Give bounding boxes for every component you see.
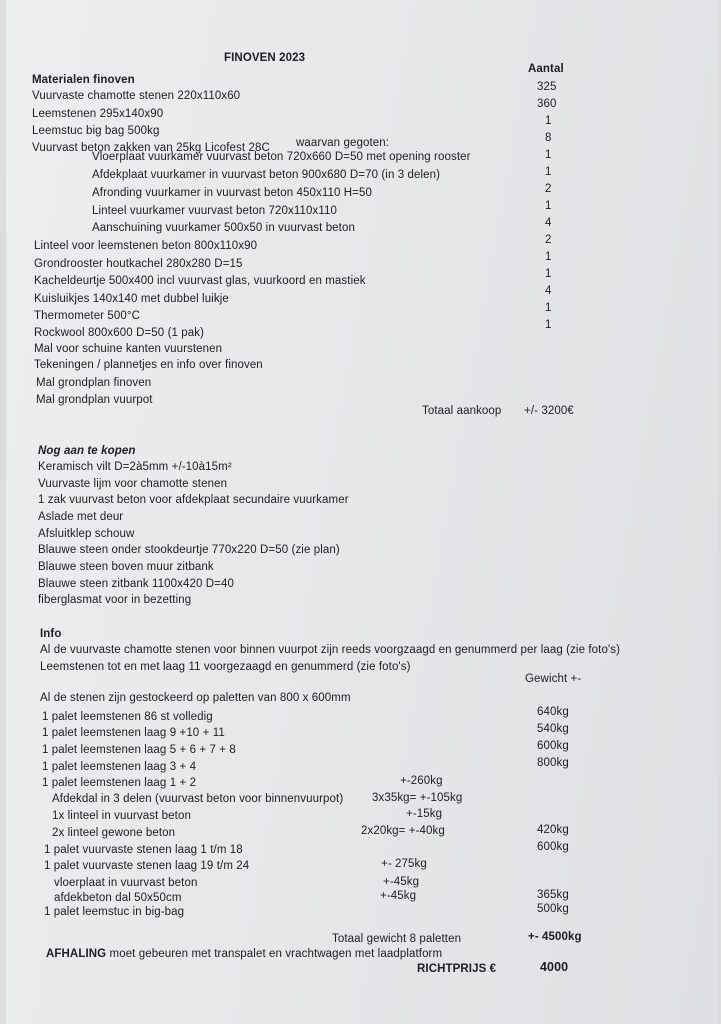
total-weight-label: Totaal gewicht 8 paletten <box>332 933 462 945</box>
info-line: Al de vuurvaste chamotte stenen voor binnen vuurpot zijn reeds voorgzaagd en genummerd per laag (zie foto's) <box>40 644 621 656</box>
pallet-weight: 365kg <box>537 889 569 901</box>
pickup-note <box>46 947 442 961</box>
material-subitem: Aanschuining vuurkamer 500x50 in vuurvast beton <box>92 222 355 234</box>
to-buy-item: Blauwe steen zitbank 1100x420 D=40 <box>38 578 234 590</box>
quantity-value: 1 <box>545 166 552 178</box>
pallet-subrow: 1x linteel in vuurvast beton <box>52 810 191 822</box>
material-item: Mal grondplan finoven <box>36 377 152 389</box>
material-note: waarvan gegoten: <box>296 137 390 149</box>
material-item: Linteel voor leemstenen beton 800x110x90 <box>34 240 258 252</box>
material-item: Kacheldeurtje 500x400 incl vuurvast glas, vuurkoord en mastiek <box>34 275 366 287</box>
price-value: 4000 <box>540 960 569 974</box>
material-item: Grondrooster houtkachel 280x280 D=15 <box>34 258 243 270</box>
document-title: FINOVEN 2023 <box>224 52 306 64</box>
pallet-row: 1 palet leemstuc in big-bag <box>44 906 185 918</box>
pallet-row: 1 palet leemstenen 86 st volledig <box>42 711 213 723</box>
quantity-value: 1 <box>545 268 552 280</box>
pallet-intro: Al de stenen zijn gestockeerd op paletten van 800 x 600mm <box>40 692 351 704</box>
pallet-row: 1 palet vuurvaste stenen laag 19 t/m 24 <box>44 860 250 872</box>
material-item: Vuurvaste chamotte stenen 220x110x60 <box>32 90 241 102</box>
quantity-value: 8 <box>545 132 552 144</box>
sub-weight: +-260kg <box>400 775 443 787</box>
quantity-value: 1 <box>545 200 552 212</box>
pallet-weight: 640kg <box>537 706 569 718</box>
material-item: Vuurvast beton zakken van 25kg Licofest 28C <box>32 142 270 154</box>
to-buy-item: 1 zak vuurvast beton voor afdekplaat secundaire vuurkamer <box>38 494 349 506</box>
quantity-value: 1 <box>545 302 552 314</box>
to-buy-item: Blauwe steen boven muur zitbank <box>38 561 214 573</box>
material-subitem: Vloerplaat vuurkamer vuurvast beton 720x660 D=50 met opening rooster <box>92 151 471 163</box>
to-buy-item: Afsluitklep schouw <box>38 528 135 540</box>
material-item: Leemstuc big bag 500kg <box>32 125 160 137</box>
material-item: Thermometer 500°C <box>34 310 141 322</box>
to-buy-item: Aslade met deur <box>38 511 124 523</box>
to-buy-item: fiberglasmat voor in bezetting <box>38 594 192 606</box>
material-item: Kuisluikjes 140x140 met dubbel luikje <box>34 293 229 305</box>
pallet-weight: 500kg <box>537 903 569 915</box>
materials-heading: Materialen finoven <box>32 74 135 86</box>
to-buy-item: Vuurvaste lijm voor chamotte stenen <box>38 478 228 490</box>
pallet-subrow: vloerplaat in vuurvast beton <box>54 877 198 889</box>
info-line: Leemstenen tot en met laag 11 voorgezaagd en genummerd (zie foto's) <box>40 661 411 673</box>
sub-weight: +-15kg <box>406 808 443 820</box>
to-buy-heading: Nog aan te kopen <box>38 445 136 457</box>
weight-header: Gewicht +- <box>525 673 582 685</box>
quantity-header: Aantal <box>528 63 564 75</box>
quantity-value: 1 <box>545 251 552 263</box>
sub-weight: +-45kg <box>380 890 417 902</box>
pallet-subrow: afdekbeton dal 50x50cm <box>54 892 182 904</box>
quantity-value: 4 <box>545 217 552 229</box>
quantity-value: 1 <box>545 149 552 161</box>
sub-weight: +-45kg <box>383 876 420 888</box>
material-subitem: Afdekplaat vuurkamer in vuurvast beton 900x680 D=70 (in 3 delen) <box>92 169 441 181</box>
pallet-row: 1 palet vuurvaste stenen laag 1 t/m 18 <box>44 844 243 856</box>
material-item: Mal voor schuine kanten vuurstenen <box>34 343 223 355</box>
quantity-value: 1 <box>545 319 552 331</box>
sub-weight: 2x20kg= +-40kg <box>361 825 445 837</box>
quantity-value: 4 <box>545 285 552 297</box>
pallet-weight: 600kg <box>537 841 569 853</box>
pallet-row: 1 palet leemstenen laag 1 + 2 <box>42 777 197 789</box>
pickup-text: moet gebeuren met transpalet en vrachtwagen met laadplatform <box>106 948 443 960</box>
total-purchase-label: Totaal aankoop <box>422 405 502 417</box>
sub-weight: +- 275kg <box>381 858 427 870</box>
pallet-subrow: 2x linteel gewone beton <box>52 827 176 839</box>
material-item: Leemstenen 295x140x90 <box>32 108 164 120</box>
quantity-value: 325 <box>537 81 557 93</box>
material-subitem: Linteel vuurkamer vuurvast beton 720x110x110 <box>92 205 337 217</box>
total-purchase-value: +/- 3200€ <box>524 405 574 417</box>
to-buy-item: Keramisch vilt D=2à5mm +/-10à15m² <box>38 461 232 473</box>
pallet-row: 1 palet leemstenen laag 5 + 6 + 7 + 8 <box>42 744 236 756</box>
info-heading: Info <box>40 628 62 640</box>
price-label: RICHTPRIJS € <box>417 963 497 975</box>
pallet-row: 1 palet leemstenen laag 3 + 4 <box>42 761 197 773</box>
quantity-value: 2 <box>545 234 552 246</box>
material-subitem: Afronding vuurkamer in vuurvast beton 450x110 H=50 <box>92 187 372 199</box>
pallet-row: 1 palet leemstenen laag 9 +10 + 11 <box>42 727 225 739</box>
quantity-value: 2 <box>545 183 552 195</box>
pickup-label: AFHALING <box>46 948 107 960</box>
pallet-weight: 540kg <box>537 723 569 735</box>
quantity-value: 360 <box>537 98 557 110</box>
material-item: Mal grondplan vuurpot <box>36 394 153 406</box>
material-item: Rockwool 800x600 D=50 (1 pak) <box>34 327 205 339</box>
pallet-weight: 600kg <box>537 740 569 752</box>
pallet-weight: 420kg <box>537 824 569 836</box>
quantity-value: 1 <box>545 115 552 127</box>
sub-weight: 3x35kg= +-105kg <box>372 792 463 804</box>
material-item: Tekeningen / plannetjes en info over finoven <box>34 359 263 371</box>
pallet-weight: 800kg <box>537 757 569 769</box>
total-weight-value: +- 4500kg <box>528 931 582 943</box>
document-sheet <box>6 0 718 1024</box>
to-buy-item: Blauwe steen onder stookdeurtje 770x220 D=50 (zie plan) <box>38 544 340 556</box>
pallet-subrow: Afdekdal in 3 delen (vuurvast beton voor binnenvuurpot) <box>52 793 344 805</box>
